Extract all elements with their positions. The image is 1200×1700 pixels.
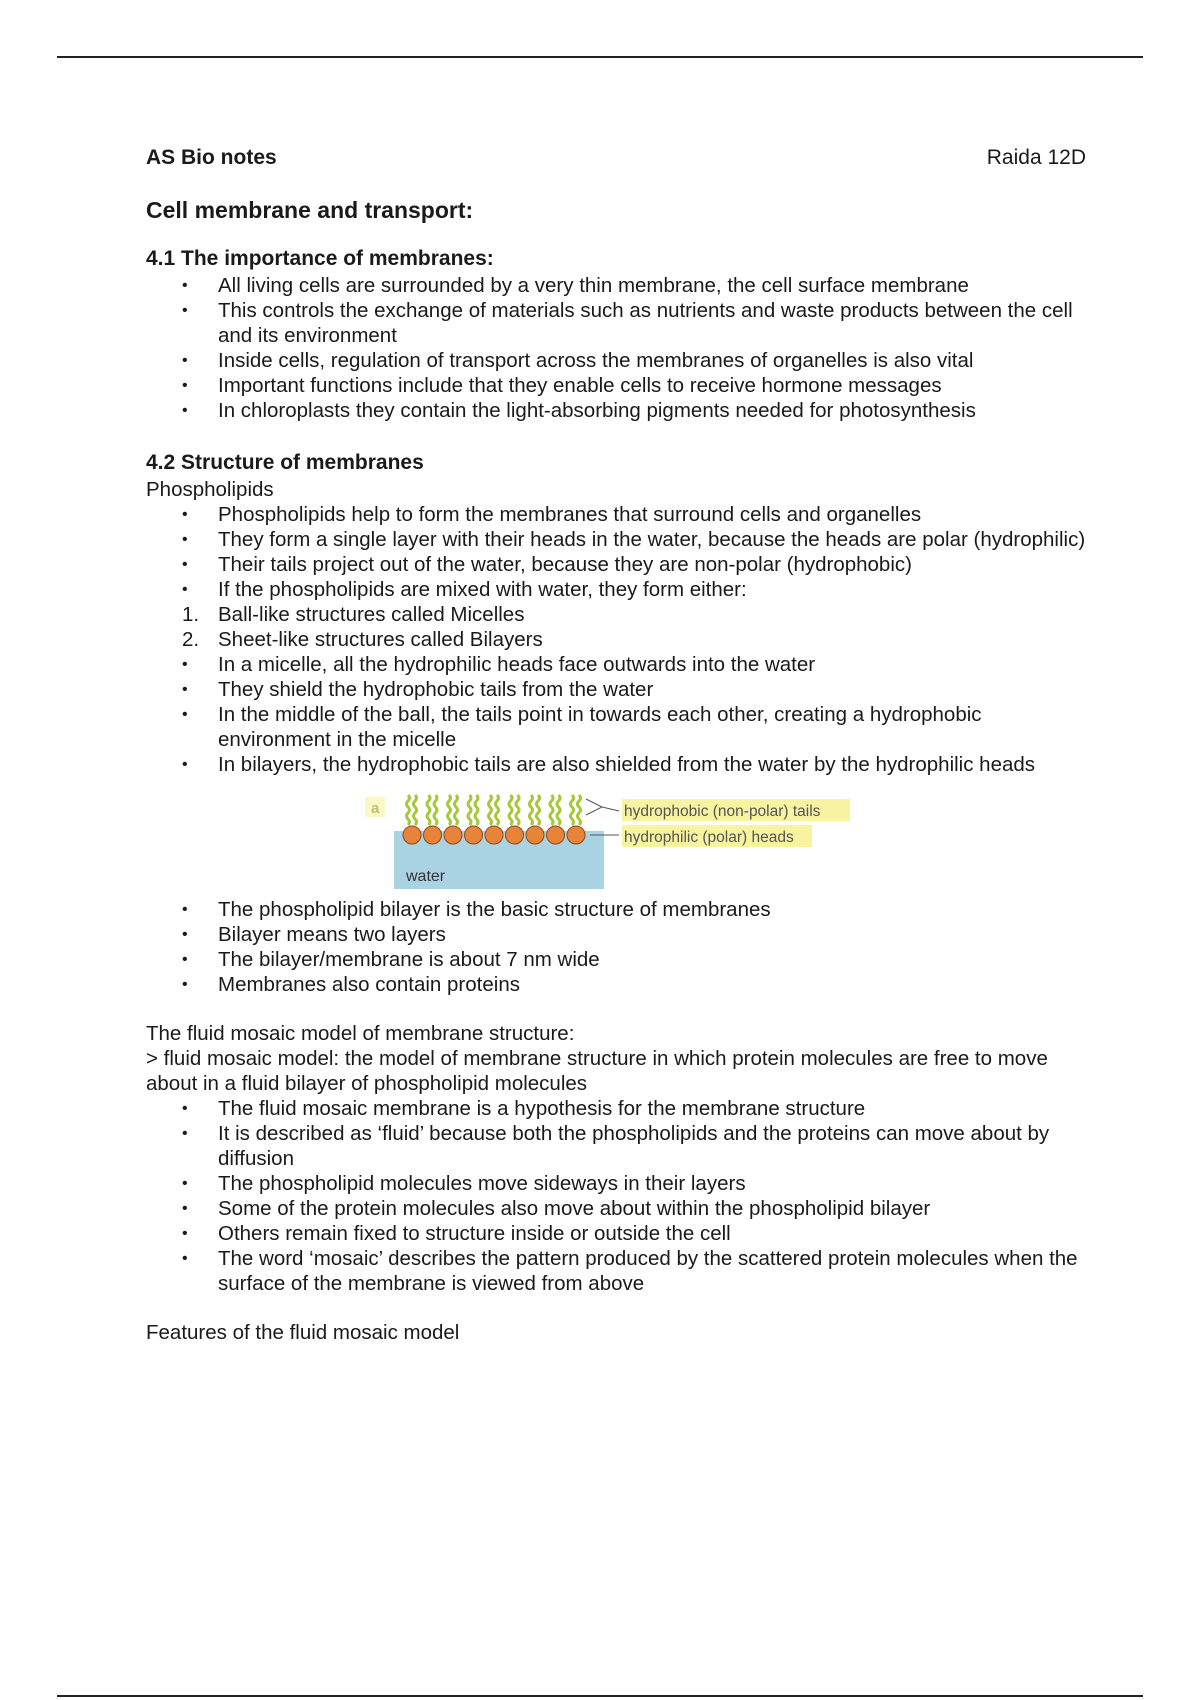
list-item: • If the phospholipids are mixed with water, they form either:: [146, 577, 1086, 602]
head-mark: [465, 826, 483, 844]
features-heading: Features of the fluid mosaic model: [146, 1321, 460, 1344]
list-item: • Their tails project out of the water, because they are non-polar (hydrophobic): [146, 552, 1086, 577]
head-mark: [444, 826, 462, 844]
bullet-list-fluid-mosaic: [146, 1096, 1086, 1296]
tail-mark: [530, 795, 533, 825]
head-mark: [506, 826, 524, 844]
list-item: [146, 602, 1086, 627]
head-mark: [547, 826, 565, 844]
head-mark: [424, 826, 442, 844]
bullet-list-phospholipids-b: [146, 652, 1086, 777]
list-item: • In bilayers, the hydrophobic tails are also shielded from the water by the hydrophilic heads: [146, 752, 1086, 777]
head-mark: [403, 826, 421, 844]
tail-mark: [516, 795, 519, 825]
list-item: • Important functions include that they enable cells to receive hormone messages: [146, 373, 1086, 398]
tail-mark: [455, 795, 458, 825]
page-header: [146, 143, 1086, 173]
figure-label-highlight: [365, 797, 385, 817]
list-item: • This controls the exchange of materials such as nutrients and waste products between the cell and its environment: [146, 298, 1086, 348]
tail-mark: [571, 795, 574, 825]
head-mark: [526, 826, 544, 844]
tail-mark: [427, 795, 430, 825]
bullet-list-phospholipids-a: [146, 502, 1086, 602]
subheading-phospholipids: Phospholipids: [146, 478, 274, 501]
list-item: • The phospholipid molecules move sideways in their layers: [146, 1171, 1086, 1196]
list-item: • The bilayer/membrane is about 7 nm wide: [146, 947, 1086, 972]
tails-pointer: [602, 807, 619, 811]
heads-group: [403, 826, 585, 844]
list-item: • The phospholipid bilayer is the basic structure of membranes: [146, 897, 1086, 922]
list-item: • They form a single layer with their heads in the water, because the heads are polar (hydrophilic): [146, 527, 1086, 552]
fluid-mosaic-definition: > fluid mosaic model: the model of membrane structure in which protein molecules are free to move about in a fluid bilayer of phospholipid molecules: [146, 1047, 1048, 1095]
tail-mark: [489, 795, 492, 825]
list-item: [146, 627, 1086, 652]
list-item: • Some of the protein molecules also move about within the phospholipid bilayer: [146, 1196, 1086, 1221]
list-item: • Bilayer means two layers: [146, 922, 1086, 947]
tails-group: [407, 795, 581, 825]
doc-title: AS Bio notes: [146, 146, 277, 169]
list-item: • They shield the hydrophobic tails from the water: [146, 677, 1086, 702]
list-item: • In a micelle, all the hydrophilic heads face outwards into the water: [146, 652, 1086, 677]
page-title: Cell membrane and transport:: [146, 197, 474, 223]
tail-mark: [537, 795, 540, 825]
tail-mark: [578, 795, 581, 825]
tail-mark: [475, 795, 478, 825]
list-item: • Inside cells, regulation of transport across the membranes of organelles is also vital: [146, 348, 1086, 373]
tail-mark: [557, 795, 560, 825]
tails-label: hydrophobic (non-polar) tails: [624, 803, 821, 820]
list-item: • The fluid mosaic membrane is a hypothesis for the membrane structure: [146, 1096, 1086, 1121]
tail-mark: [414, 795, 417, 825]
numbered-list-structures: [146, 602, 1086, 652]
list-item: • Others remain fixed to structure inside or outside the cell: [146, 1221, 1086, 1246]
section-heading-4-1: 4.1 The importance of membranes:: [146, 247, 494, 270]
list-text: Sheet-like structures called Bilayers: [218, 628, 543, 651]
list-number: 1.: [182, 603, 200, 626]
bullet-list-importance: [146, 273, 1086, 423]
top-rule: [57, 56, 1143, 58]
list-item: • In the middle of the ball, the tails point in towards each other, creating a hydrophobic environment in the micelle: [146, 702, 1086, 752]
tails-bracket: [586, 799, 602, 815]
phospholipid-monolayer-figure: [146, 785, 1086, 895]
list-item: • In chloroplasts they contain the light-absorbing pigments needed for photosynthesis: [146, 398, 1086, 423]
tail-mark: [496, 795, 499, 825]
tail-mark: [468, 795, 471, 825]
bullet-list-bilayer: [146, 897, 1086, 997]
section-heading-4-2: 4.2 Structure of membranes: [146, 451, 424, 474]
bottom-rule: [57, 1695, 1143, 1697]
tail-mark: [407, 795, 410, 825]
list-item: • Phospholipids help to form the membranes that surround cells and organelles: [146, 502, 1086, 527]
list-text: Ball-like structures called Micelles: [218, 603, 525, 626]
document-page: [146, 143, 1086, 1345]
list-number: 2.: [182, 628, 200, 651]
head-mark: [485, 826, 503, 844]
list-item: • It is described as ‘fluid’ because both the phospholipids and the proteins can move about by diffusion: [146, 1121, 1086, 1171]
head-mark: [567, 826, 585, 844]
list-item: • The word ‘mosaic’ describes the pattern produced by the scattered protein molecules when the surface of the membrane is viewed from above: [146, 1246, 1086, 1296]
tail-mark: [509, 795, 512, 825]
tail-mark: [448, 795, 451, 825]
heads-label: hydrophilic (polar) heads: [624, 829, 794, 846]
monolayer-diagram: [364, 785, 864, 895]
tail-mark: [434, 795, 437, 825]
list-item: • Membranes also contain proteins: [146, 972, 1086, 997]
list-item: • All living cells are surrounded by a very thin membrane, the cell surface membrane: [146, 273, 1086, 298]
water-label: water: [406, 868, 446, 885]
fluid-mosaic-heading: The fluid mosaic model of membrane structure:: [146, 1022, 575, 1045]
author-class: Raida 12D: [986, 146, 1086, 169]
tail-mark: [550, 795, 553, 825]
